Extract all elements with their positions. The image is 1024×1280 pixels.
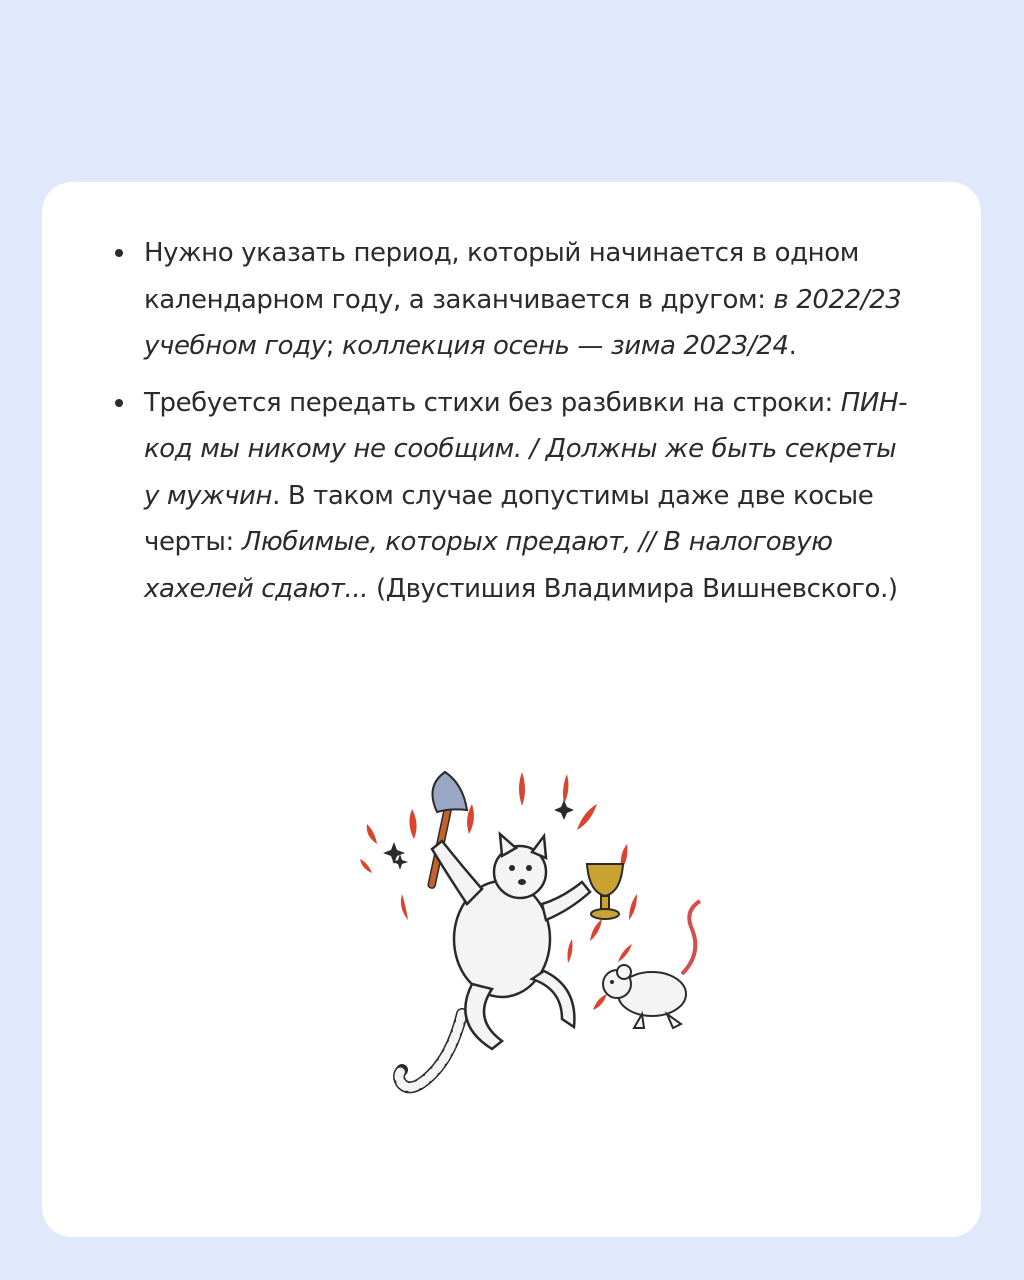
text-segment: Нужно указать период, который начинается в одном	[144, 238, 859, 268]
text-line	[144, 519, 944, 566]
text-segment: (Двустишия Владимира Вишневского.)	[368, 573, 898, 604]
text-segment: Требуется передать стихи без разбивки на строки:	[144, 387, 841, 418]
text-line	[144, 473, 944, 520]
text-segment-italic: в 2022/23	[773, 284, 902, 315]
text-segment-italic: коллекция осень — зима 2023/24	[341, 331, 789, 361]
text-segment: .	[788, 331, 797, 361]
text-line	[144, 323, 944, 370]
list-item	[144, 380, 944, 613]
content-card	[42, 182, 981, 1237]
text-segment-italic: ПИН-	[840, 387, 908, 418]
text-segment: ;	[325, 331, 342, 361]
bullet-list	[144, 230, 944, 622]
text-line	[144, 230, 944, 277]
text-line	[144, 380, 944, 427]
bullet-icon	[115, 249, 123, 257]
bullet-icon	[115, 399, 123, 407]
text-line	[144, 566, 944, 613]
text-segment: черты:	[144, 527, 242, 557]
text-segment: календарном году, а заканчивается в другом:	[144, 284, 774, 315]
text-segment-italic: у мужчин	[144, 480, 273, 511]
text-segment-italic: Любимые, которых предают, // В налоговую	[241, 527, 833, 557]
list-item	[144, 230, 944, 370]
text-line	[144, 426, 944, 473]
text-segment-italic: хахелей сдают...	[144, 573, 369, 604]
text-segment-italic: код мы никому не сообщим. / Должны же быть секреты	[144, 434, 897, 464]
cat-with-axe-and-goblet-mouse-icon	[342, 764, 702, 1124]
mouse-icon	[603, 901, 700, 1028]
goblet-icon	[587, 864, 623, 919]
text-segment: . В таком случае допустимы даже две косые	[272, 480, 874, 511]
text-segment-italic: учебном году	[144, 331, 326, 361]
text-line	[144, 277, 944, 324]
